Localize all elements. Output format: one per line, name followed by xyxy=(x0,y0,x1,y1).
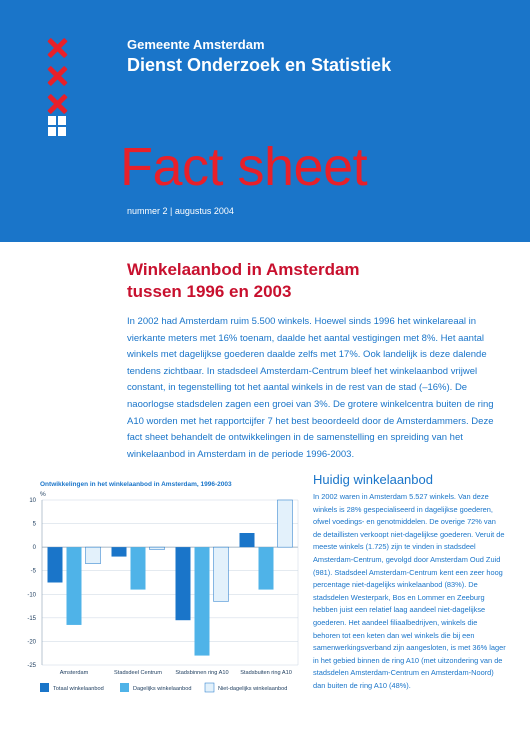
y-tick-label: -5 xyxy=(30,568,36,575)
y-tick-label: -15 xyxy=(27,615,36,622)
article-title: Winkelaanbod in Amsterdam tussen 1996 en 2003 xyxy=(127,260,360,301)
bar xyxy=(67,547,82,625)
x-tick-label: Stadsbuiten ring A10 xyxy=(240,670,292,676)
andreas-cross-icon xyxy=(47,94,67,114)
section-heading: Huidig winkelaanbod xyxy=(313,472,433,487)
legend-entry: Niet-dagelijks winkelaanbod xyxy=(218,686,288,692)
section-body: In 2002 waren in Amsterdam 5.527 winkels. Van deze winkels is 28% gespecialiseerd in dagelijkse goederen, ofwel voedings- en genotmiddelen. De overige 72% van de detaillisten verkoopt niet-dagelijkse goederen. Veruit de meeste winkels (1.725) zijn te vinden in stadsdeel Amsterdam-Centrum, gevolgd door Amsterdam Oud Zuid (981). Stadsdeel Amsterdam-Centrum kent een zeer hoog percentage niet-dagelijks winkelaanbod (83%). De stadsdelen Westerpark, Bos en Lommer en Zeeburg hebben juist een relatief laag aandeel niet-dagelijkse goederen. Het aandeel filiaalbedrijven, winkels die behoren tot een keten dan wel winkels die bij een samenwerkingsverband zijn aangesloten, is met 36% lager in het gebied binnen de ring A10 (met uitzondering van de stadsdelen Amsterdam-Centrum en Amsterdam-Noord) dan buiten de ring A10 (48%). xyxy=(313,492,506,690)
bar xyxy=(86,547,101,564)
y-tick-label: 0 xyxy=(32,545,36,552)
y-tick-label: 10 xyxy=(29,498,36,504)
bar xyxy=(214,547,229,601)
bar xyxy=(112,547,127,556)
bar xyxy=(48,547,63,582)
header-banner xyxy=(0,0,530,242)
x-tick-label: Stadsbinnen ring A10 xyxy=(175,670,229,676)
article-intro: In 2002 had Amsterdam ruim 5.500 winkels. Hoewel sinds 1996 het winkelareaal in vierkante meters met 16% toenam, daalde het aantal vestigingen met 8%. Het aantal winkels met dagelijkse goederen daalde zelfs met 17%. Ook landelijk is deze dalende tendens zichtbaar. In stadsdeel Amsterdam-Centrum bleef het winkelaanbod vrijwel constant, in tegenstelling tot het aantal winkels in de rest van de stad (–16%). De naoorlogse stadsdelen zagen een groei van 3%. De grotere winkelcentra buiten de ring A10 worden met het rapportcijfer 7 het best beoordeeld door de Amsterdammers. Deze fact sheet behandelt de ontwikkelingen in de samenstelling en spreiding van het winkelaanbod in Amsterdam in de periode 1996-2003. xyxy=(127,316,494,460)
bar xyxy=(131,547,146,589)
chart-title: Ontwikkelingen in het winkelaanbod in Amsterdam, 1996-2003 xyxy=(40,481,232,488)
legend-swatch xyxy=(205,683,214,692)
andreas-cross-icon xyxy=(47,38,67,58)
department-name: Dienst Onderzoek en Statistiek xyxy=(127,55,392,75)
y-tick-label: -25 xyxy=(27,663,36,669)
page-title: Fact sheet xyxy=(120,137,368,197)
y-axis-label: % xyxy=(40,491,46,498)
bar-chart xyxy=(0,480,310,730)
andreas-cross-icon xyxy=(47,66,67,86)
bar xyxy=(259,547,274,589)
bar xyxy=(150,547,165,549)
x-tick-label: Stadsdeel Centrum xyxy=(114,670,162,676)
legend-swatch xyxy=(120,683,129,692)
y-tick-label: -10 xyxy=(27,592,36,599)
legend-swatch xyxy=(40,683,49,692)
y-tick-label: -20 xyxy=(27,639,36,646)
logo-grid-icon xyxy=(48,116,66,136)
bar xyxy=(176,547,191,620)
legend-entry: Totaal winkelaanbod xyxy=(53,686,104,692)
bar xyxy=(278,500,293,547)
legend-entry: Dagelijks winkelaanbod xyxy=(133,686,192,692)
bar xyxy=(240,533,255,547)
y-tick-label: 5 xyxy=(32,521,36,528)
bar xyxy=(195,547,210,655)
x-tick-label: Amsterdam xyxy=(59,670,89,676)
issue-number: nummer 2 | augustus 2004 xyxy=(127,206,234,216)
organisation-name: Gemeente Amsterdam xyxy=(127,37,265,52)
